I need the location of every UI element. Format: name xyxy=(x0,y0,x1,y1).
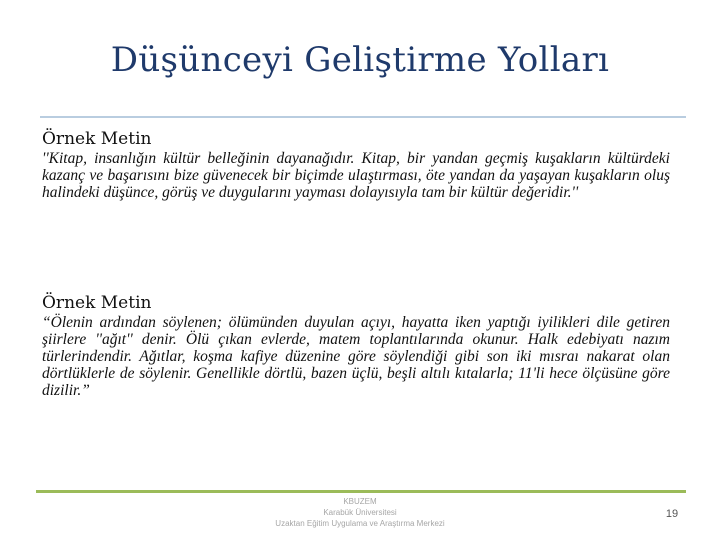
footer-credits xyxy=(230,496,490,529)
example-text-block-1 xyxy=(42,128,670,201)
example-text-block-2 xyxy=(42,292,670,399)
page-number: 19 xyxy=(665,508,679,520)
footer-org: KBUZEM xyxy=(343,497,377,506)
example-paragraph-1: ''Kitap, insanlığın kültür belleğinin dayanağıdır. Kitap, bir yandan geçmiş kuşakların kültürdeki kazanç ve başarısını bize güvenecek bir biçimde ulaştırması, öte yandan da yaşayan kuşakların oluş halindeki düşünce, görüş ve duygularını yayması dolayısıyla tam bir kültür değeridir.'' xyxy=(42,150,670,201)
example-heading-2: Örnek Metin xyxy=(42,293,152,313)
title-divider xyxy=(40,116,686,118)
footer-divider xyxy=(36,490,686,493)
slide-title: Düşünceyi Geliştirme Yolları xyxy=(110,40,610,80)
example-heading-1: Örnek Metin xyxy=(42,129,152,149)
example-paragraph-2: “Ölenin ardından söylenen; ölümünden duyulan açıyı, hayatta iken yaptığı iyilikleri dile getiren şiirlere ''ağıt'' denir. Ölü çıkan evlerde, matem toplantılarında okunur. Halk edebiyatı nazım türlerindendir. Ağıtlar, koşma kafiye düzenine göre söylendiği gibi son iki mısraı nakarat olan dörtlüklerle de söylenir. Genellikle dörtlü, bazen üçlü, beşli altılı kıtalarla; 11'li hece ölçüsüne göre dizilir.” xyxy=(42,314,670,399)
footer-university: Karabük Üniversitesi xyxy=(323,508,397,517)
footer-center: Uzaktan Eğitim Uygulama ve Araştırma Merkezi xyxy=(275,519,445,528)
